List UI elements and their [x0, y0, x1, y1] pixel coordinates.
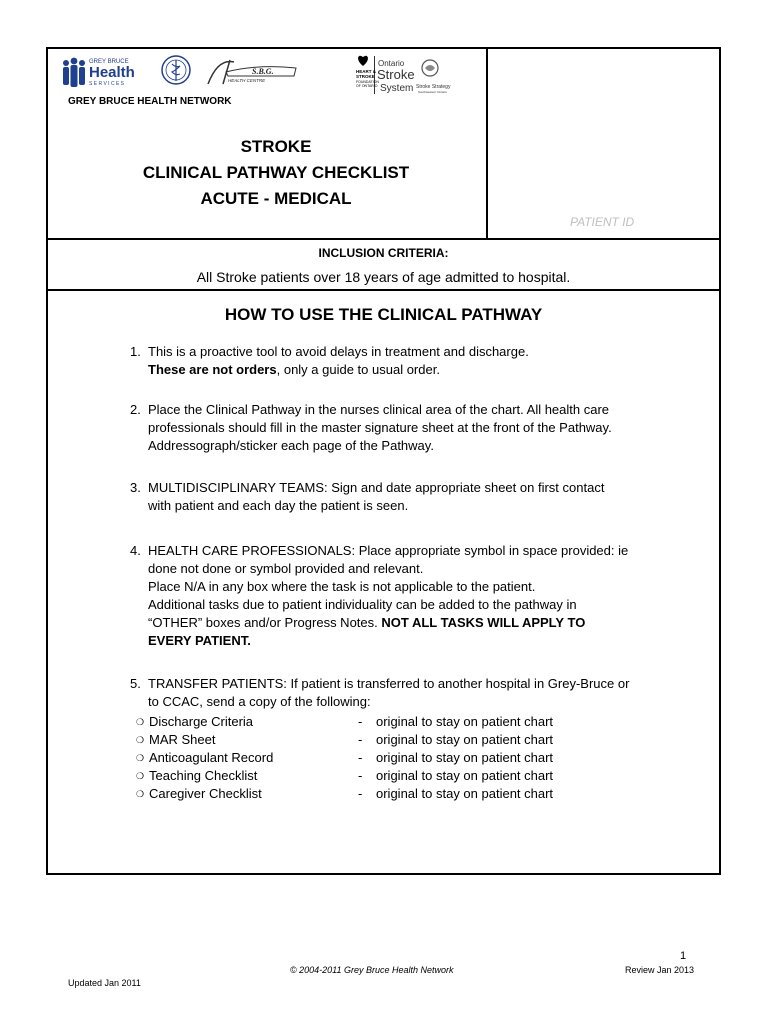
form-name: Anticoagulant Record — [149, 750, 274, 765]
review-date: Review Jan 2013 — [625, 965, 695, 975]
item-number: 4. — [130, 543, 141, 558]
heart-stroke-logo — [356, 56, 379, 88]
separator-dash: - — [358, 714, 363, 729]
separator-dash: - — [358, 750, 363, 765]
document-title — [126, 134, 426, 212]
item-text: TRANSFER PATIENTS: If patient is transferred to another hospital in Grey-Bruce or to CCAC, send a copy of the following: — [148, 676, 630, 709]
form-destination: original to stay on patient chart — [376, 768, 554, 783]
svg-text:GREY BRUCE: GREY BRUCE — [89, 59, 129, 65]
form-destination: original to stay on patient chart — [376, 750, 554, 765]
bullet-icon: ❍ — [136, 771, 145, 781]
people-icon — [63, 58, 85, 87]
svg-text:S E R V I C E S: S E R V I C E S — [89, 81, 125, 87]
page-number: 1 — [680, 950, 687, 962]
form-name: Discharge Criteria — [149, 714, 254, 729]
separator-dash: - — [358, 732, 363, 747]
howto-item-5 — [130, 675, 630, 711]
item-text: , only a guide to usual order. — [276, 362, 440, 377]
item-text-bold: These are not orders — [148, 362, 277, 377]
svg-text:HEART &: HEART & — [356, 69, 376, 74]
updated-date: Updated Jan 2011 — [68, 978, 141, 988]
form-name: Caregiver Checklist — [149, 786, 262, 801]
svg-text:OF ONTARIO: OF ONTARIO — [356, 84, 378, 88]
bullet-icon: ❍ — [136, 717, 145, 727]
bullet-icon: ❍ — [136, 753, 145, 763]
item-text: This is a proactive tool to avoid delays in treatment and discharge. — [148, 344, 529, 359]
copyright-notice: © 2004-2011 Grey Bruce Health Network — [290, 965, 454, 975]
header-bottom-rule — [46, 238, 721, 240]
header-divider — [486, 47, 488, 239]
title-line: ACUTE - MEDICAL — [200, 189, 352, 208]
title-line: CLINICAL PATHWAY CHECKLIST — [142, 163, 410, 182]
inclusion-bottom-rule — [46, 289, 721, 291]
svg-text:FOUNDATION: FOUNDATION — [356, 80, 379, 84]
svg-text:Ontario: Ontario — [378, 59, 405, 68]
howto-item-1 — [130, 343, 630, 379]
form-destination: original to stay on patient chart — [376, 786, 554, 801]
gbhs-logo — [63, 58, 135, 87]
item-text: Additional tasks due to patient individuality can be added to the pathway in “OTHER” boxes and/or Progress Notes. — [148, 597, 577, 630]
svg-text:Stroke: Stroke — [377, 67, 415, 82]
item-text: MULTIDISCIPLINARY TEAMS: Sign and date appropriate sheet on first contact with patient and each day the patient is seen. — [148, 480, 605, 513]
svg-text:Stroke Strategy: Stroke Strategy — [416, 84, 451, 90]
svg-text:System: System — [380, 83, 414, 94]
form-name: MAR Sheet — [149, 732, 216, 747]
medical-seal-logo — [162, 56, 190, 84]
svg-text:Southwestern Ontario: Southwestern Ontario — [418, 90, 448, 94]
patient-id-label: PATIENT ID — [570, 215, 635, 229]
item-number: 1. — [130, 344, 141, 359]
inclusion-criteria-heading: INCLUSION CRITERIA: — [318, 246, 449, 260]
separator-dash: - — [358, 786, 363, 801]
svg-text:HEALTH CENTRE: HEALTH CENTRE — [228, 78, 266, 83]
bullet-icon: ❍ — [136, 735, 145, 745]
item-number: 5. — [130, 676, 141, 691]
howto-item-3 — [130, 479, 630, 515]
network-name: GREY BRUCE HEALTH NETWORK — [68, 96, 232, 107]
title-line: STROKE — [240, 137, 312, 156]
item-number: 2. — [130, 402, 141, 417]
howto-heading: HOW TO USE THE CLINICAL PATHWAY — [224, 305, 543, 324]
item-number: 3. — [130, 480, 141, 495]
bullet-icon: ❍ — [136, 789, 145, 799]
ontario-stroke-system-logo — [377, 59, 415, 94]
form-name: Teaching Checklist — [149, 768, 258, 783]
partner-logos — [58, 54, 458, 100]
item-text-bold: NOT ALL TASKS WILL APPLY TO EVERY PATIENT. — [148, 615, 586, 648]
svg-text:S.B.G.: S.B.G. — [252, 67, 274, 76]
logo-separator — [374, 56, 375, 94]
item-text: HEALTH CARE PROFESSIONALS: Place appropriate symbol in space provided: ie done not done or symbol provided and relevant. — [148, 543, 629, 576]
svg-text:STROKE: STROKE — [356, 74, 375, 79]
form-destination: original to stay on patient chart — [376, 732, 554, 747]
howto-item-2 — [130, 401, 630, 455]
item-text: Place the Clinical Pathway in the nurses clinical area of the chart. All health care professionals should fill in the master signature sheet at the front of the Pathway. Addressograph/sticker each page of the Pathway. — [148, 402, 612, 453]
sbg-logo — [208, 60, 296, 84]
form-destination: original to stay on patient chart — [376, 714, 554, 729]
svg-text:Health: Health — [89, 64, 135, 81]
separator-dash: - — [358, 768, 363, 783]
item-text: Place N/A in any box where the task is not applicable to the patient. — [148, 579, 536, 594]
stroke-strategy-logo — [416, 60, 451, 94]
howto-item-4 — [130, 542, 630, 650]
inclusion-criteria-text: All Stroke patients over 18 years of age admitted to hospital. — [196, 269, 571, 285]
